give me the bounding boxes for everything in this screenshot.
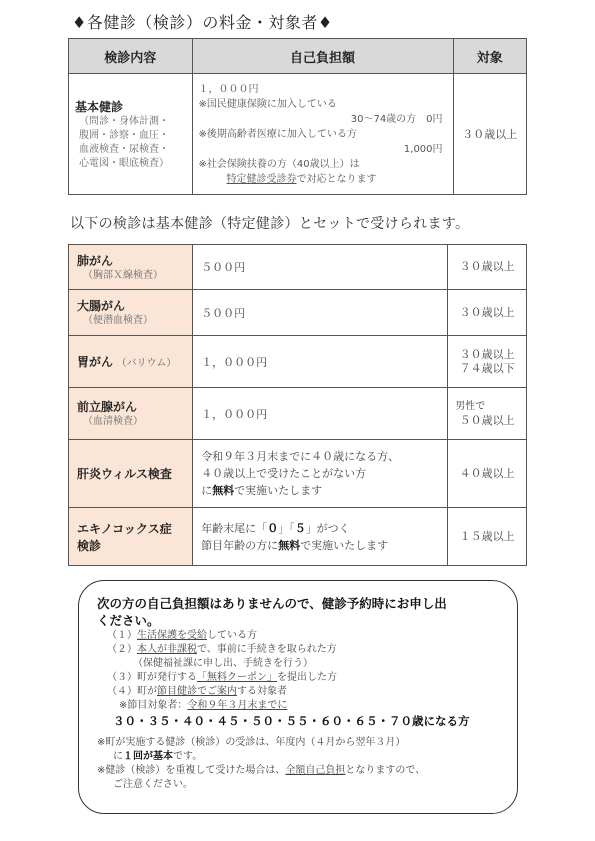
- milestone-ages: ３０・３５・４０・４５・５０・５５・６０・６５・７０歳になる方: [113, 714, 470, 728]
- note-text: ※町が実施する健診（検診）の受診は、年度内（４月から翌年３月）: [97, 737, 406, 748]
- table-row: [69, 388, 527, 440]
- target-text: 男性で: [455, 400, 486, 412]
- exam-name: 検診: [77, 538, 102, 553]
- fee-text: ４０歳以上で受けたことがない方: [201, 467, 367, 480]
- exam-name: 基本健診: [75, 99, 124, 114]
- item-text: を提出した方: [277, 672, 337, 683]
- fee-text: 年齢末尾に「: [201, 521, 268, 535]
- header-target: 対象: [453, 39, 526, 74]
- target-text: ７４歳以下: [459, 361, 515, 375]
- item-text: （３）町が発行する: [107, 672, 197, 683]
- fee-cell: １，０００円: [193, 336, 448, 388]
- fee-text: で実施いたします: [234, 484, 323, 497]
- fee-text: 令和９年３月末までに４０歳になる方、: [201, 450, 400, 463]
- fee-text: 30～74歳の方 0円: [350, 113, 443, 125]
- basic-checkup-table: [68, 38, 527, 195]
- box-heading: ください。: [97, 613, 160, 628]
- fee-text: ※後期高齢者医療に加入している方: [198, 128, 357, 140]
- item-text: で、事前に手続きを取られた方: [197, 644, 337, 655]
- item-text: している方: [207, 630, 257, 641]
- note-text: に: [113, 751, 123, 762]
- additional-checkup-table: [68, 244, 527, 566]
- item-text-underlined: 節目健診でご案内: [157, 686, 237, 697]
- item-text: （４）町が: [107, 686, 157, 697]
- note-text: ※健診（検診）を重複して受けた場合は、: [97, 765, 286, 776]
- fee-text: 節目年齢の方に: [201, 538, 279, 552]
- item-text-underlined: 令和９年３月末までに: [187, 700, 288, 711]
- fee-text: １，０００円: [198, 83, 259, 95]
- note-text: となりますので、: [345, 765, 426, 776]
- item-text: する対象者: [237, 686, 287, 697]
- free-label: 無料: [278, 538, 301, 552]
- exam-detail: （血清検査）: [83, 416, 143, 427]
- free-label: 無料: [212, 484, 235, 497]
- exam-name: 肺がん: [77, 253, 114, 268]
- target-cell: ３０歳以上: [453, 74, 526, 195]
- table-row: [69, 440, 527, 508]
- exam-name: 大腸がん: [77, 299, 126, 313]
- target-cell: ４０歳以上: [448, 440, 527, 508]
- fee-text: 1,000円: [403, 143, 443, 155]
- item-subtext: （保健福祉課に申し出、手続きを行う）: [133, 658, 313, 669]
- fee-text: で対応となります: [296, 173, 377, 185]
- target-cell: ３０歳以上: [448, 245, 527, 290]
- target-text: ３０歳以上: [459, 347, 515, 361]
- fee-text: 」「: [278, 521, 295, 535]
- fee-cell: １，０００円: [193, 388, 448, 440]
- exam-name: エキノコックス症: [77, 521, 172, 536]
- note-bold: １回が基本: [123, 751, 173, 762]
- fee-text: ※社会保険扶養の方（40歳以上）は: [198, 158, 360, 170]
- digit-five: ５: [294, 521, 306, 535]
- exam-name: 胃がん: [77, 354, 114, 369]
- item-text: ※節目対象者：: [119, 700, 188, 711]
- target-cell: ３０歳以上: [448, 290, 527, 336]
- exam-detail: 腹囲・診察・血圧・: [79, 129, 169, 141]
- exam-detail: 血液検査・尿検査・: [79, 143, 169, 155]
- table-row: [69, 290, 527, 336]
- fee-text: に: [201, 484, 213, 497]
- item-number: （１）: [107, 630, 137, 641]
- digit-zero: ０: [267, 521, 279, 535]
- note-text: ご注意ください。: [113, 779, 193, 790]
- exam-detail: （胸部Ｘ線検査）: [83, 269, 163, 281]
- fee-text: で実施いたします: [300, 538, 389, 552]
- page-title: ♦各健診（検診）の料金・対象者♦: [72, 13, 333, 32]
- table-row: [69, 74, 527, 195]
- header-content: 検診内容: [69, 39, 193, 74]
- fee-text: 」がつく: [305, 521, 350, 535]
- exemption-box: [78, 580, 518, 814]
- target-cell: １５歳以上: [448, 508, 527, 566]
- fee-cell: ５００円: [193, 245, 448, 290]
- item-number: （２）: [107, 644, 137, 655]
- exam-detail: （バリウム）: [116, 357, 177, 369]
- fee-text: ※国民健康保険に加入している: [198, 98, 337, 110]
- box-heading: 次の方の自己負担額はありませんので、健診予約時にお申し出: [97, 596, 447, 611]
- item-text-underlined: 生活保護を受給: [137, 630, 207, 641]
- exam-name: 前立腺がん: [77, 400, 138, 414]
- fee-cell: ５００円: [193, 290, 448, 336]
- header-fee: 自己負担額: [192, 39, 453, 74]
- table-row: [69, 245, 527, 290]
- exam-name: 肝炎ウィルス検査: [77, 467, 172, 481]
- note-text-underlined: 全額自己負担: [285, 765, 346, 776]
- note-text: です。: [173, 751, 203, 762]
- fee-text-underlined: 特定健診受診券: [226, 173, 297, 185]
- section-note: 以下の検診は基本健診（特定健診）とセットで受けられます。: [70, 216, 470, 232]
- table-row: [69, 336, 527, 388]
- exam-detail: （問診・身体計測・: [79, 115, 169, 127]
- target-text: ５０歳以上: [459, 413, 515, 427]
- item-text-underlined: 本人が非課税: [137, 644, 197, 655]
- exam-detail: （便潜血検査）: [83, 315, 153, 326]
- item-text-underlined: 「無料クーポン」: [197, 672, 277, 683]
- table-row: [69, 508, 527, 566]
- exam-detail: 心電図・眼底検査）: [79, 157, 169, 169]
